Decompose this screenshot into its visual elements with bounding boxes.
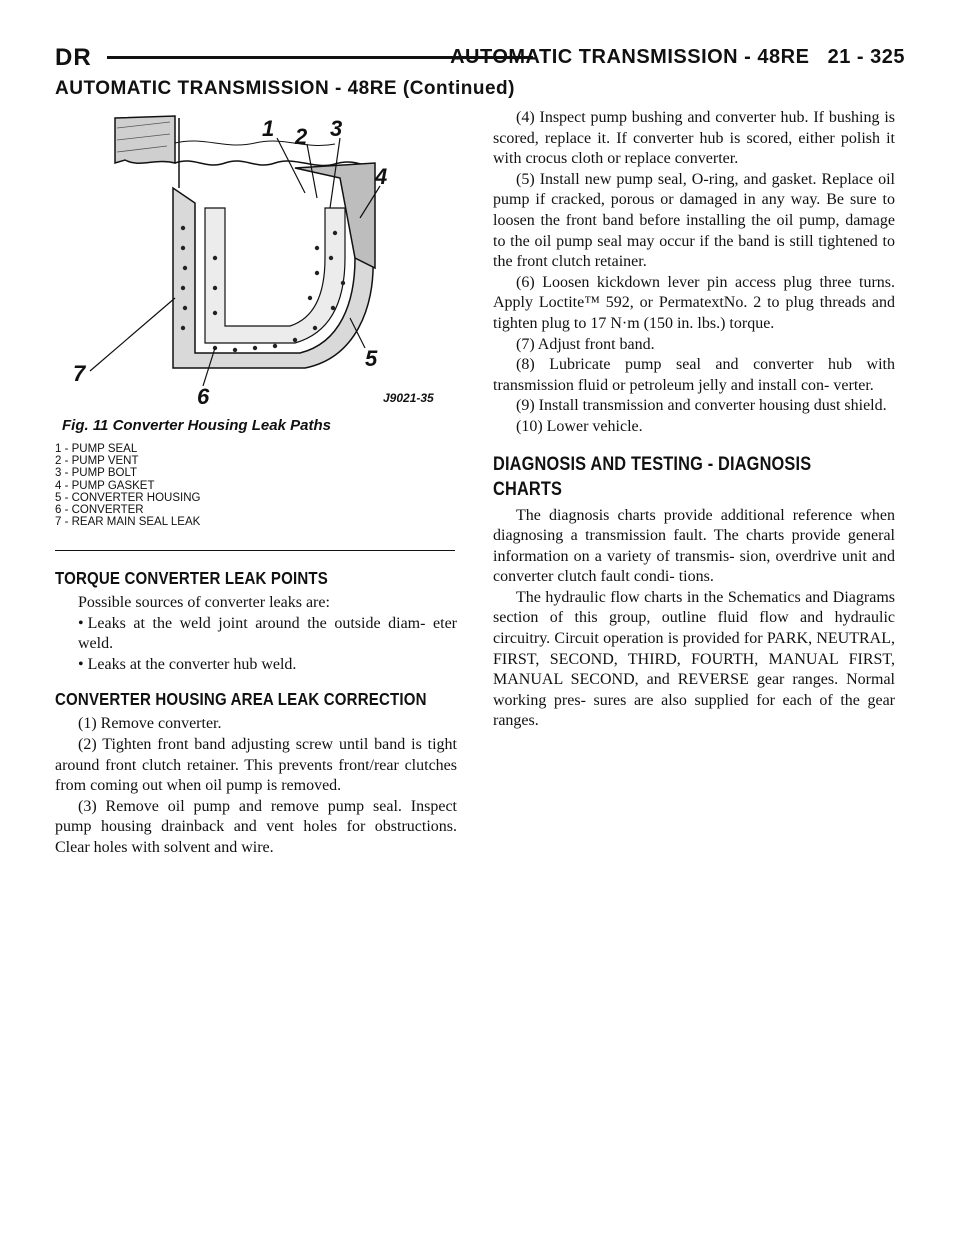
legend-item: 6 - CONVERTER — [55, 504, 144, 517]
bullet-text: Leaks at the weld joint around the outside diam- eter weld. — [78, 614, 457, 653]
step-5: (5) Install new pump seal, O-ring, and gasket. Replace oil pump if cracked, porous or damaged in any way. Be sure to loosen the front band before installing the oil pump, damage to the oil pump seal may occur if the band is still tightened to the front clutch retainer. — [493, 170, 895, 271]
right-column — [493, 108, 895, 732]
paragraph: Possible sources of converter leaks are: — [78, 594, 330, 611]
heading-converter-housing-leak-correction: CONVERTER HOUSING AREA LEAK CORRECTION — [55, 689, 427, 710]
continued-title: AUTOMATIC TRANSMISSION - 48RE (Continued) — [55, 78, 515, 99]
figure-code: J9021-35 — [383, 391, 434, 405]
bullet-item — [55, 655, 457, 676]
paragraph: The diagnosis charts provide additional reference when diagnosing a transmission fault. The charts provide general information on a variety of transmis- sion, overdrive unit and converter clutch fault condi- tions. — [493, 506, 895, 586]
chapter-title: AUTOMATIC TRANSMISSION - 48RE — [450, 46, 810, 68]
page-header — [55, 44, 905, 78]
wavy-edge-2 — [175, 141, 335, 146]
callout-1: 1 — [262, 116, 275, 141]
legend-item: 4 - PUMP GASKET — [55, 479, 155, 492]
callout-2: 2 — [295, 124, 308, 149]
step-2: (2) Tighten front band adjusting screw until band is tight around front clutch retainer. This prevents front/rear clutches from coming out when oil pump is removed. — [55, 735, 457, 795]
step-6: (6) Loosen kickdown lever pin access plug three turns. Apply Loctite™ 592, or PermatextNo. 2 to plug threads and tighten plug to 17 N·m (150 in. lbs.) torque. — [493, 273, 895, 332]
step-10: (10) Lower vehicle. — [516, 417, 643, 435]
figure-legend — [55, 443, 200, 528]
converter-housing-figure — [55, 108, 455, 408]
figure-separator — [55, 550, 455, 551]
step-9: (9) Install transmission and converter housing dust shield. — [516, 397, 887, 415]
legend-item: 7 - REAR MAIN SEAL LEAK — [55, 516, 201, 529]
step-8: (8) Lubricate pump seal and converter hub with transmission fluid or petroleum jelly and install con- verter. — [493, 356, 895, 394]
callout-6: 6 — [197, 384, 210, 408]
left-column — [55, 560, 457, 859]
bullet-item — [55, 614, 457, 655]
callout-5: 5 — [365, 346, 378, 371]
bullet-icon: • — [78, 655, 84, 673]
callout-4: 4 — [375, 164, 388, 189]
callout-7: 7 — [73, 361, 86, 386]
legend-item: 1 - PUMP SEAL — [55, 443, 138, 455]
paragraph: The hydraulic flow charts in the Schematics and Diagrams section of this group, outline fluid flow and hydraulic circuitry. Circuit operation is provided for PARK, NEUTRAL, FIRST, SECOND, THIRD, FOURTH, MANUAL FIRST, MANUAL SECOND, and REVERSE gear ranges. Normal working pres- sures are also supplied for each of the gear ranges. — [493, 588, 895, 730]
converter-shell — [205, 208, 345, 343]
heading-line-2: CHARTS — [493, 478, 563, 500]
legend-item: 5 - CONVERTER HOUSING — [55, 491, 201, 504]
heading-line-1: DIAGNOSIS AND TESTING - DIAGNOSIS — [493, 453, 812, 475]
figure-caption: Fig. 11 Converter Housing Leak Paths — [62, 417, 331, 434]
section-code: DR — [55, 44, 92, 71]
engine-block — [115, 116, 175, 163]
bullet-text: Leaks at the converter hub weld. — [87, 655, 297, 673]
heading-torque-converter-leak-points: TORQUE CONVERTER LEAK POINTS — [55, 568, 328, 588]
header-title — [450, 46, 905, 69]
legend-item: 2 - PUMP VENT — [55, 455, 139, 468]
step-3: (3) Remove oil pump and remove pump seal. Inspect pump housing drainback and vent holes for obstructions. Clear holes with solvent and wire. — [55, 797, 457, 856]
heading-diagnosis-and-testing — [493, 452, 839, 502]
step-1: (1) Remove converter. — [78, 715, 222, 733]
bullet-icon: • — [78, 614, 84, 632]
page-number: 21 - 325 — [827, 46, 905, 68]
legend-item: 3 - PUMP BOLT — [55, 467, 138, 480]
callout-3: 3 — [330, 116, 343, 141]
step-4: (4) Inspect pump bushing and converter hub. If bushing is scored, replace it. If converter hub is scored, either polish it with crocus cloth or replace converter. — [493, 109, 895, 168]
step-7: (7) Adjust front band. — [516, 335, 655, 353]
